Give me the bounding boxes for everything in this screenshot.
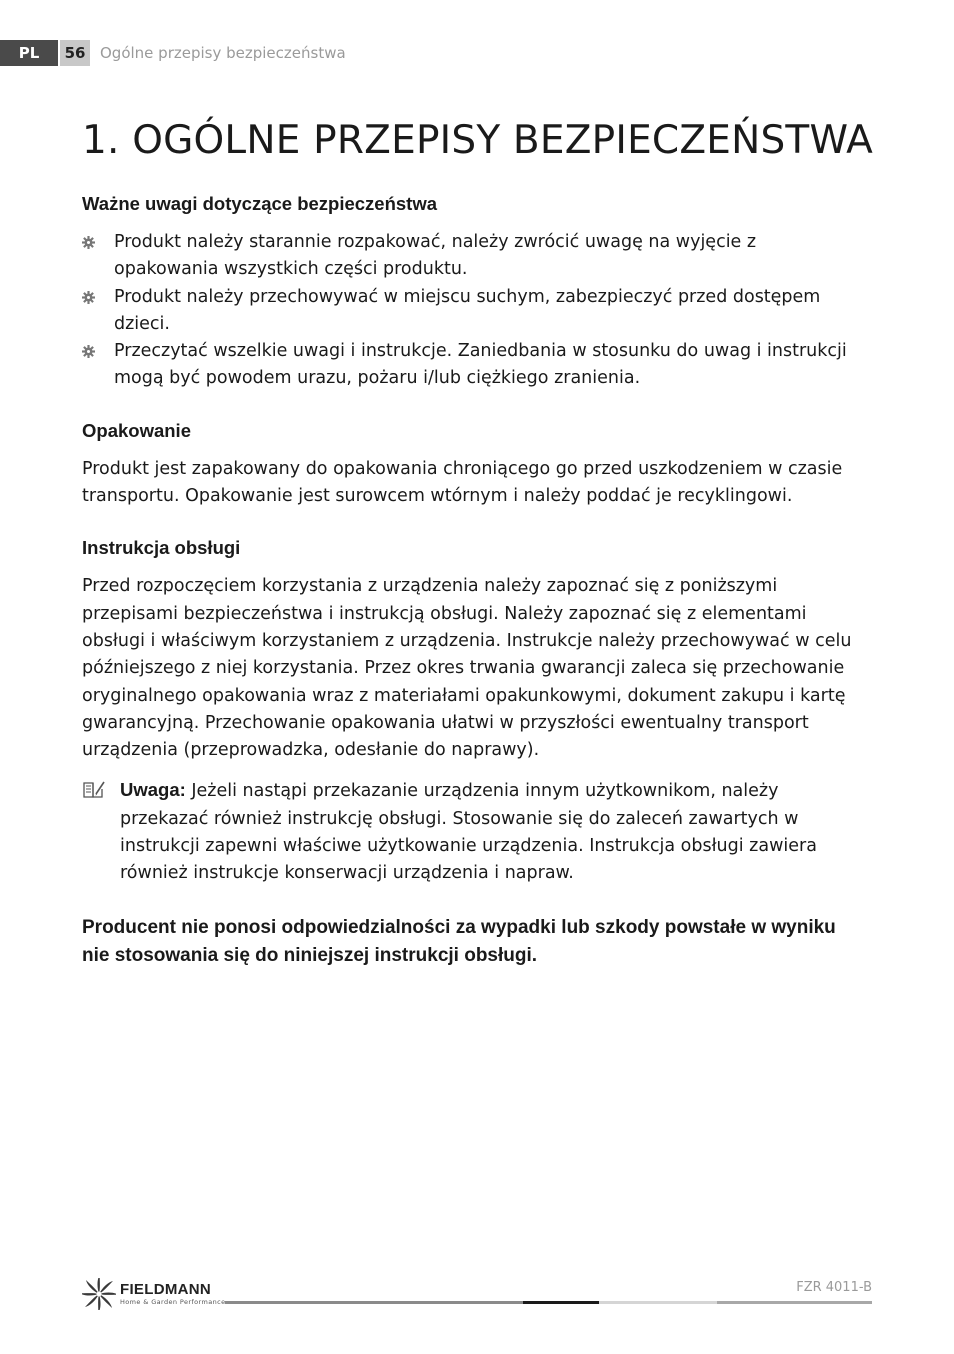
bullet-text: Produkt należy przechowywać w miejscu suchym, zabezpieczyć przed dostępem dzieci. bbox=[114, 286, 821, 334]
brand-logo bbox=[82, 1278, 225, 1310]
footer-rule-segment bbox=[523, 1301, 599, 1304]
manual-paragraph: Przed rozpoczęciem korzystania z urządzenia należy zapoznać się z poniższymi przepisami bezpieczeństwa i instrukcją obsługi. Należy zapoznać się z elementami obsługi i właściwym korzystaniem z urządzenia. Instrukcje należy przechowywać w celu późniejszego z niej korzystania. Przez okres trwania gwarancji zaleca się przechowanie oryginalnego opakowania wraz z materiałami opakunkowymi, dokument zakupu i kartę gwarancyjną. Przechowanie opakowania ułatwi w przyszłości ewentualny transport urządzenia (przeprowadzka, odesłanie do naprawy). bbox=[82, 576, 852, 761]
packaging-paragraph: Produkt jest zapakowany do opakowania chroniącego go przed uszkodzeniem w czasie transportu. Opakowanie jest surowcem wtórnym i należy poddać je recyklingowi. bbox=[82, 458, 843, 507]
note-label: Uwaga: bbox=[120, 779, 186, 801]
gear-bullet-icon bbox=[82, 236, 95, 249]
model-number: FZR 4011-B bbox=[796, 1280, 872, 1295]
brand-tagline: Home & Garden Performance bbox=[120, 1298, 226, 1306]
main-content bbox=[82, 190, 862, 970]
section-heading-packaging: Opakowanie bbox=[82, 419, 191, 441]
section-heading-manual: Instrukcja obsługi bbox=[82, 537, 241, 559]
book-note-icon bbox=[82, 779, 106, 799]
page-number: 56 bbox=[60, 40, 90, 66]
bullet-text: Przeczytać wszelkie uwagi i instrukcje. Zaniedbania w stosunku do uwag i instrukcji mogą być powodem urazu, pożaru i/lub ciężkiego zranienia. bbox=[114, 341, 847, 389]
list-item bbox=[82, 229, 862, 284]
page-header bbox=[0, 40, 346, 66]
fan-logo-icon bbox=[82, 1278, 116, 1310]
section-heading-safety: Ważne uwagi dotyczące bezpieczeństwa bbox=[82, 193, 438, 214]
note-text: Jeżeli nastąpi przekazanie urządzenia innym użytkownikom, należy przekazać również instrukcję obsługi. Stosowanie się do zaleceń zawartych w instrukcji zapewni właściwe użytkowanie urządzenia. Instrukcja obsługi zawiera również instrukcje konserwacji urządzenia i napraw. bbox=[120, 781, 817, 884]
list-item bbox=[82, 338, 862, 393]
gear-bullet-icon bbox=[82, 345, 95, 358]
note-block bbox=[82, 776, 862, 887]
safety-bullet-list bbox=[82, 229, 862, 393]
language-tag: PL bbox=[0, 40, 58, 66]
footer-rule-segment bbox=[225, 1301, 523, 1304]
list-item bbox=[82, 284, 862, 339]
liability-disclaimer: Producent nie ponosi odpowiedzialności za wypadki lub szkody powstałe w wyniku nie stosowania się do niniejszej instrukcji obsługi. bbox=[82, 916, 836, 966]
running-title: Ogólne przepisy bezpieczeństwa bbox=[100, 44, 346, 62]
footer-rule-segment bbox=[599, 1301, 717, 1304]
brand-name: FIELDMANN bbox=[120, 1281, 212, 1298]
bullet-text: Produkt należy starannie rozpakować, należy zwrócić uwagę na wyjęcie z opakowania wszystkich części produktu. bbox=[114, 232, 757, 280]
page-title: 1. OGÓLNE PRZEPISY BEZPIECZEŃSTWA bbox=[82, 118, 873, 163]
gear-bullet-icon bbox=[82, 291, 95, 304]
footer-rule-segment bbox=[717, 1301, 872, 1304]
